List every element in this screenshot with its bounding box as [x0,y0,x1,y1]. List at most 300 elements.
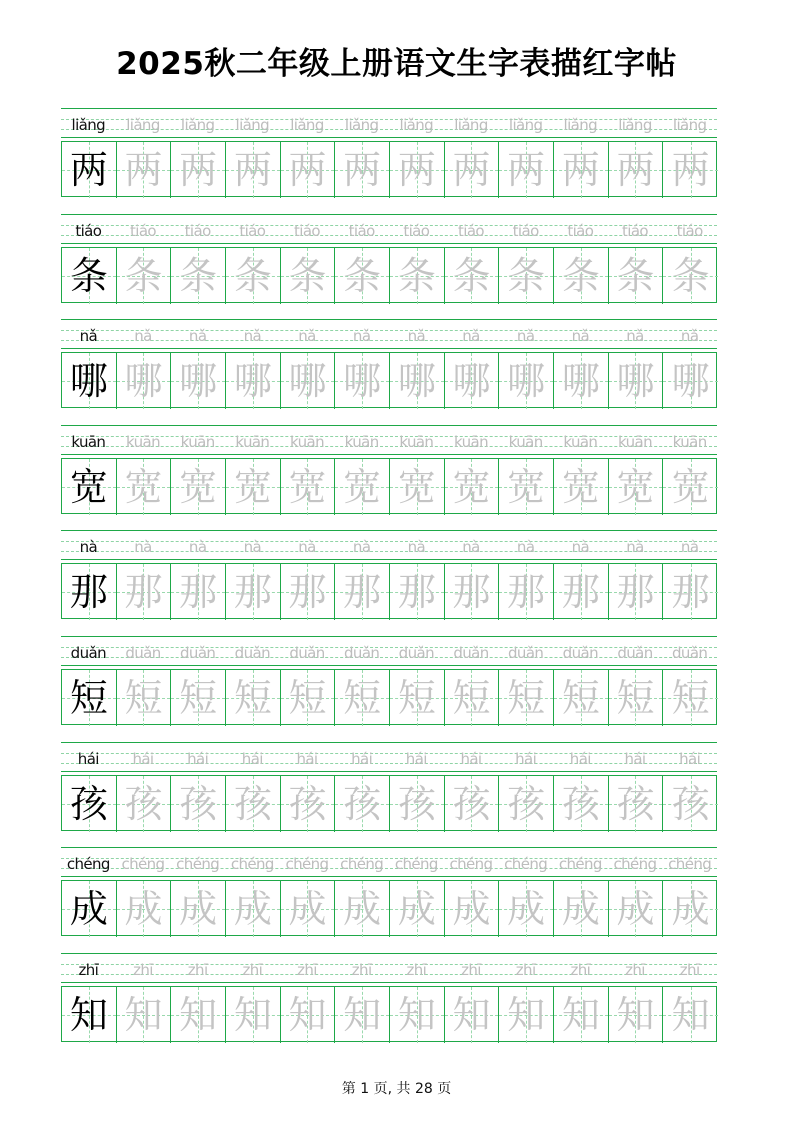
trace-character: 成 [397,887,436,932]
pinyin-band [61,530,717,560]
practice-row [61,742,717,834]
trace-character: 宽 [179,464,218,509]
character-grid [61,458,717,514]
model-character: 孩 [69,781,108,826]
pinyin-trace: nà [298,538,316,557]
trace-character-cell [281,248,336,304]
pinyin-trace: zhī [461,960,481,979]
pinyin-trace: liǎng [618,116,652,134]
trace-character-cell [609,142,664,198]
trace-character-cell [226,776,281,832]
trace-character-cell [226,670,281,726]
model-character-cell [62,142,117,198]
trace-character: 哪 [507,359,546,404]
trace-character: 两 [507,148,546,192]
trace-character: 孩 [397,781,436,826]
trace-character: 两 [233,148,272,192]
trace-character-cell [335,881,390,937]
pinyin-trace: liǎng [180,116,215,134]
trace-character-cell [499,459,554,515]
pinyin-trace: tiáo [567,221,594,240]
trace-character-cell [335,142,390,198]
trace-character-cell [663,142,718,198]
trace-character: 孩 [507,781,546,826]
model-character-cell [62,353,117,409]
trace-character-cell [609,670,664,726]
pinyin-trace: chéng [176,855,220,874]
pinyin-trace: zhī [351,960,372,979]
pinyin-trace: nǎ [407,327,426,346]
trace-character: 哪 [343,359,382,404]
pinyin-trace: nǎ [134,327,152,346]
trace-character-cell [554,881,609,937]
trace-character-cell [281,459,336,515]
pinyin-trace: nǎ [243,327,262,346]
trace-character-cell [609,776,664,832]
character-grid [61,141,717,197]
pinyin-model: duǎn [70,644,106,662]
pinyin-trace: chéng [558,855,602,874]
pinyin-trace: kuān [508,432,543,451]
pinyin-model: hái [77,749,99,768]
trace-character-cell [171,142,226,198]
trace-character: 两 [288,148,327,192]
trace-character: 条 [288,253,327,298]
model-character-cell [62,670,117,726]
trace-character-cell [171,881,226,937]
trace-character: 孩 [179,781,218,826]
trace-character: 两 [179,148,218,192]
trace-character-cell [226,353,281,409]
trace-character-cell [445,987,500,1043]
pinyin-trace: zhī [515,960,536,979]
trace-character-cell [663,670,718,726]
trace-character-cell [117,459,172,515]
pinyin-model: kuān [71,432,106,451]
trace-character-cell [281,142,336,198]
pinyin-trace: liǎng [454,116,488,134]
pinyin-trace: kuān [453,432,488,451]
trace-character-cell [335,248,390,304]
trace-character: 那 [124,570,163,615]
character-grid [61,247,717,303]
pinyin-trace: tiáo [676,221,703,240]
trace-character: 宽 [233,464,272,509]
trace-character-cell [281,564,336,620]
pinyin-trace: kuān [617,432,652,451]
pinyin-trace: liǎng [126,116,160,134]
pinyin-trace: chéng [668,855,712,874]
pinyin-trace: duǎn [671,644,708,662]
trace-character-cell [499,248,554,304]
pinyin-trace: duǎn [125,644,161,662]
trace-character-cell [117,776,172,832]
practice-row [61,847,717,939]
trace-character: 宽 [343,464,382,509]
trace-character: 短 [452,676,491,720]
model-character: 两 [69,148,108,192]
pinyin-trace: hái [460,749,482,768]
trace-character-cell [335,459,390,515]
trace-character-cell [390,564,445,620]
trace-character: 知 [124,992,163,1037]
pinyin-trace: liǎng [508,116,543,134]
trace-character-cell [609,459,664,515]
trace-character: 哪 [288,359,327,404]
trace-character-cell [499,564,554,620]
trace-character-cell [663,776,718,832]
trace-character: 哪 [616,359,655,404]
trace-character: 条 [343,253,382,298]
model-character-cell [62,564,117,620]
pinyin-trace: nà [188,538,207,557]
pinyin-trace: duǎn [343,644,380,662]
trace-character-cell [390,353,445,409]
trace-character: 成 [616,887,655,932]
pinyin-band [61,847,717,877]
trace-character-cell [226,459,281,515]
pinyin-trace: chéng [285,855,329,874]
trace-character-cell [554,459,609,515]
trace-character-cell [281,670,336,726]
pinyin-trace: nà [571,538,590,557]
practice-row [61,319,717,411]
trace-character: 两 [561,148,600,192]
trace-character: 知 [507,992,546,1037]
trace-character: 成 [343,887,382,932]
trace-character-cell [445,776,500,832]
trace-character: 知 [179,992,218,1037]
trace-character-cell [335,353,390,409]
pinyin-trace: zhī [570,960,591,979]
pinyin-trace: liǎng [563,116,598,134]
trace-character: 条 [507,253,546,298]
trace-character: 两 [397,148,436,192]
trace-character-cell [171,670,226,726]
pinyin-trace: kuān [563,432,598,451]
trace-character: 知 [671,992,710,1037]
trace-character: 成 [288,887,327,932]
trace-character-cell [226,142,281,198]
pinyin-trace: tiáo [403,221,430,240]
pinyin-trace: chéng [394,855,438,874]
page-number: 第 1 页, 共 28 页 [341,1081,452,1097]
model-character: 短 [69,676,108,720]
trace-character-cell [390,670,445,726]
trace-character-cell [117,987,172,1043]
pinyin-trace: chéng [449,855,493,874]
pinyin-trace: hái [569,749,591,768]
trace-character: 哪 [179,359,218,404]
trace-character-cell [335,564,390,620]
pinyin-trace: kuān [180,432,215,451]
practice-row [61,530,717,622]
trace-character: 孩 [616,781,655,826]
trace-character-cell [281,353,336,409]
pinyin-trace: nà [243,538,262,557]
pinyin-trace: nǎ [188,327,207,346]
pinyin-model: liǎng [71,116,106,134]
trace-character-cell [554,776,609,832]
trace-character: 成 [561,887,600,932]
pinyin-band [61,319,717,349]
model-character: 宽 [69,464,108,509]
trace-character-cell [390,459,445,515]
trace-character-cell [445,248,500,304]
trace-character-cell [281,987,336,1043]
model-character-cell [62,459,117,515]
trace-character-cell [281,881,336,937]
trace-character: 孩 [343,781,382,826]
trace-character: 孩 [561,781,600,826]
pinyin-trace: duǎn [234,644,270,662]
trace-character: 那 [671,570,710,615]
trace-character-cell [663,564,718,620]
pinyin-trace: zhī [187,960,208,979]
pinyin-trace: hái [241,749,263,768]
practice-row [61,108,717,200]
trace-character-cell [554,987,609,1043]
trace-character: 那 [233,570,272,615]
pinyin-trace: tiáo [293,221,320,240]
trace-character-cell [390,881,445,937]
character-grid [61,880,717,936]
trace-character: 条 [124,253,163,298]
trace-character-cell [117,142,172,198]
trace-character: 两 [616,148,655,192]
trace-character: 两 [343,148,382,192]
pinyin-trace: nǎ [626,327,644,346]
trace-character-cell [117,881,172,937]
trace-character-cell [499,987,554,1043]
pinyin-trace: chéng [121,855,165,874]
trace-character: 成 [233,887,272,932]
trace-character-cell [226,881,281,937]
pinyin-trace: duǎn [507,644,544,662]
model-character-cell [62,881,117,937]
trace-character: 条 [671,253,710,298]
pinyin-trace: liǎng [399,116,434,134]
trace-character: 短 [124,676,163,720]
trace-character-cell [171,987,226,1043]
pinyin-trace: tiáo [239,221,266,240]
pinyin-trace: zhī [679,960,700,979]
model-character: 知 [69,992,108,1037]
trace-character: 哪 [671,359,710,404]
trace-character-cell [281,776,336,832]
trace-character-cell [445,564,500,620]
trace-character: 条 [616,253,655,298]
trace-character: 那 [343,570,382,615]
model-character: 条 [69,253,108,298]
trace-character-cell [554,353,609,409]
trace-character: 孩 [288,781,327,826]
pinyin-band [61,953,717,983]
pinyin-trace: hái [187,749,209,768]
trace-character-cell [390,142,445,198]
character-grid [61,563,717,619]
pinyin-trace: liǎng [290,116,324,134]
pinyin-band [61,742,717,772]
pinyin-trace: duǎn [617,644,653,662]
trace-character-cell [663,881,718,937]
model-character: 那 [69,570,108,615]
pinyin-trace: hái [132,749,154,768]
trace-character: 哪 [233,359,272,404]
pinyin-trace: kuān [125,432,160,451]
pinyin-trace: tiáo [512,221,539,240]
pinyin-trace: zhī [242,960,263,979]
pinyin-trace: nǎ [352,327,371,346]
pinyin-trace: nǎ [298,327,316,346]
trace-character: 短 [561,676,600,720]
trace-character: 条 [561,253,600,298]
pinyin-trace: zhī [297,960,317,979]
pinyin-band [61,425,717,455]
pinyin-model: nà [79,538,98,557]
trace-character-cell [335,670,390,726]
pinyin-trace: hái [405,749,427,768]
model-character-cell [62,248,117,304]
trace-character: 宽 [452,464,491,509]
trace-character-cell [554,142,609,198]
trace-character: 两 [671,148,710,192]
pinyin-trace: hái [624,749,646,768]
trace-character: 知 [452,992,491,1037]
trace-character: 条 [452,253,491,298]
pinyin-trace: chéng [230,855,274,874]
pinyin-trace: zhī [133,960,153,979]
pinyin-trace: duǎn [398,644,434,662]
trace-character: 宽 [397,464,436,509]
trace-character-cell [609,987,664,1043]
pinyin-trace: nà [680,538,699,557]
character-grid [61,986,717,1042]
trace-character: 孩 [124,781,163,826]
character-grid [61,669,717,725]
trace-character: 孩 [671,781,710,826]
trace-character-cell [554,564,609,620]
trace-character: 条 [179,253,218,298]
trace-character: 成 [179,887,218,932]
trace-character: 宽 [616,464,655,509]
trace-character-cell [171,564,226,620]
trace-character-cell [171,776,226,832]
trace-character: 哪 [124,359,163,404]
character-grid [61,775,717,831]
pinyin-trace: nǎ [571,327,590,346]
pinyin-trace: nà [462,538,480,557]
pinyin-trace: nà [407,538,426,557]
trace-character-cell [663,987,718,1043]
trace-character: 那 [397,570,436,615]
trace-character: 哪 [452,359,491,404]
pinyin-trace: hái [679,749,701,768]
model-character: 成 [69,887,108,932]
trace-character-cell [663,248,718,304]
trace-character: 宽 [507,464,546,509]
trace-character: 宽 [671,464,710,509]
pinyin-trace: nà [134,538,152,557]
pinyin-trace: duǎn [453,644,489,662]
trace-character: 知 [397,992,436,1037]
pinyin-trace: kuān [399,432,434,451]
trace-character-cell [445,670,500,726]
pinyin-trace: nǎ [516,327,535,346]
pinyin-trace: nǎ [680,327,699,346]
trace-character: 条 [233,253,272,298]
pinyin-trace: liǎng [344,116,379,134]
pinyin-trace: tiáo [621,221,648,240]
pinyin-trace: chéng [504,855,548,874]
trace-character-cell [171,353,226,409]
trace-character: 短 [233,676,272,720]
trace-character-cell [663,459,718,515]
trace-character-cell [499,881,554,937]
trace-character-cell [390,248,445,304]
pinyin-trace: nà [626,538,644,557]
trace-character-cell [499,776,554,832]
trace-character-cell [171,248,226,304]
trace-character: 条 [397,253,436,298]
trace-character: 短 [397,676,436,720]
trace-character-cell [445,459,500,515]
pinyin-model: chéng [66,855,110,874]
pinyin-trace: liǎng [672,116,707,134]
trace-character: 成 [507,887,546,932]
pinyin-band [61,214,717,244]
trace-character: 知 [616,992,655,1037]
trace-character: 那 [561,570,600,615]
pinyin-trace: nà [516,538,535,557]
trace-character-cell [117,353,172,409]
trace-character-cell [609,353,664,409]
trace-character-cell [445,353,500,409]
pinyin-model: zhī [78,960,99,979]
character-grid [61,352,717,408]
model-character: 哪 [69,359,108,404]
trace-character: 知 [561,992,600,1037]
trace-character-cell [335,987,390,1043]
pinyin-trace: kuān [672,432,707,451]
pinyin-trace: hái [351,749,373,768]
trace-character-cell [117,564,172,620]
trace-character-cell [554,248,609,304]
trace-character: 成 [124,887,163,932]
pinyin-trace: tiáo [457,221,484,240]
trace-character-cell [609,248,664,304]
pinyin-trace: zhī [625,960,645,979]
pinyin-model: nǎ [79,327,98,346]
trace-character-cell [226,564,281,620]
trace-character-cell [663,353,718,409]
pinyin-trace: nà [352,538,371,557]
pinyin-model: tiáo [75,221,102,240]
practice-row [61,953,717,1045]
pinyin-trace: hái [515,749,537,768]
pinyin-trace: kuān [344,432,379,451]
practice-row [61,636,717,728]
trace-character-cell [609,564,664,620]
pinyin-band [61,636,717,666]
trace-character: 那 [179,570,218,615]
trace-character: 成 [671,887,710,932]
trace-character-cell [390,987,445,1043]
trace-character: 短 [616,676,655,720]
trace-character-cell [335,776,390,832]
trace-character: 那 [452,570,491,615]
trace-character-cell [117,248,172,304]
